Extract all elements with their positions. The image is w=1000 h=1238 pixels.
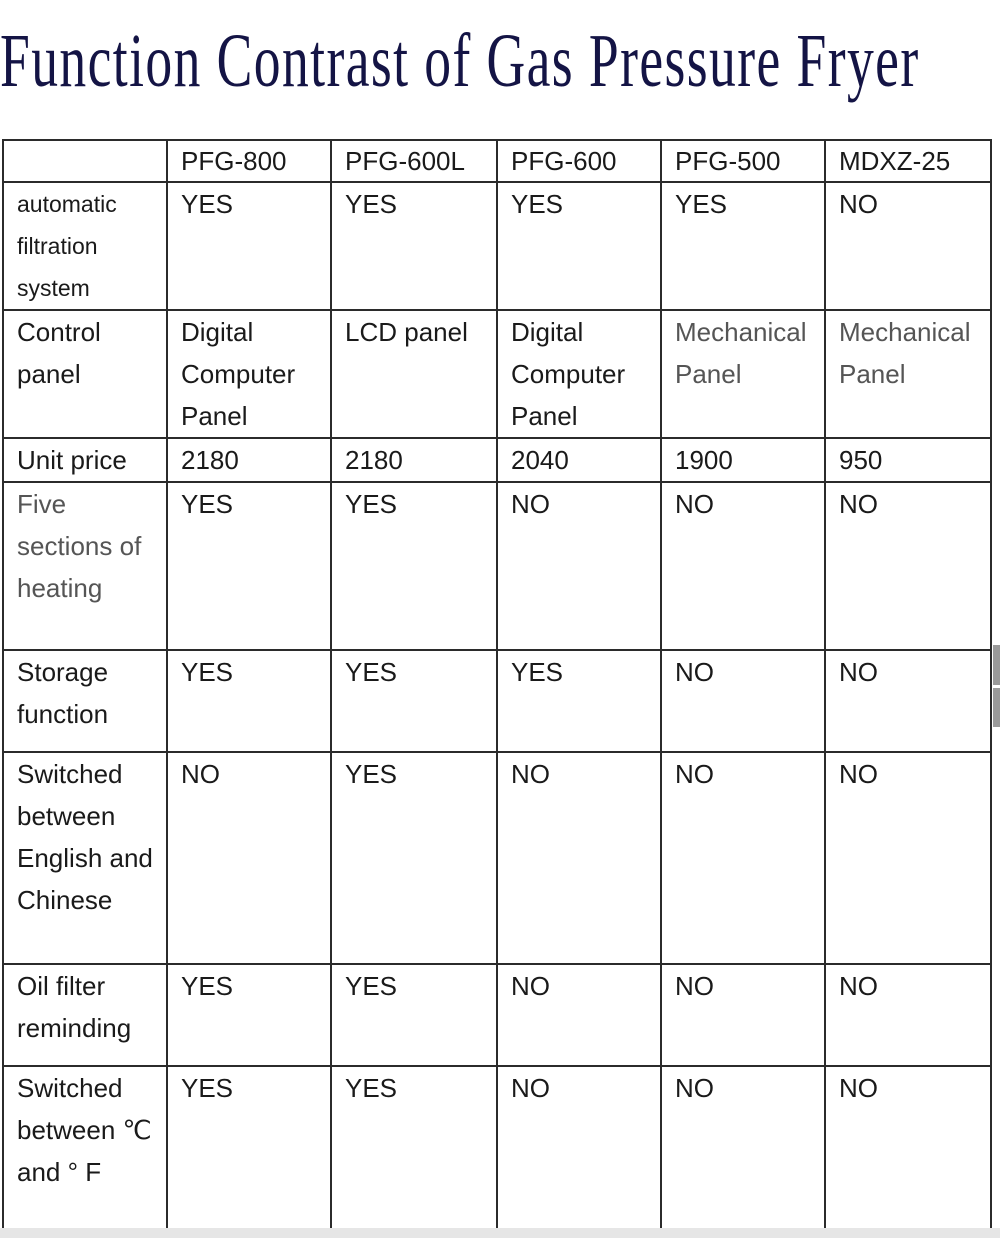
- feature-cell: Storage function: [3, 650, 167, 752]
- table-row: [3, 438, 991, 482]
- page-title: Function Contrast of Gas Pressure Fryer: [0, 19, 920, 103]
- value-cell: NO: [661, 482, 825, 650]
- value-cell: NO: [825, 1066, 991, 1229]
- value-cell: NO: [167, 752, 331, 964]
- value-cell: Digital Computer Panel: [497, 310, 661, 438]
- feature-cell: Switched between English and Chinese: [3, 752, 167, 964]
- table-row: [3, 964, 991, 1066]
- feature-cell: Five sections of heating: [3, 482, 167, 650]
- value-cell: YES: [331, 752, 497, 964]
- feature-cell: Switched between ℃ and ° F: [3, 1066, 167, 1229]
- value-cell: YES: [331, 182, 497, 310]
- value-cell: Mechanical Panel: [825, 310, 991, 438]
- table-row: [3, 182, 991, 310]
- value-cell: YES: [331, 1066, 497, 1229]
- value-cell: NO: [661, 1066, 825, 1229]
- value-cell: NO: [825, 650, 991, 752]
- value-cell: NO: [497, 752, 661, 964]
- feature-cell: Control panel: [3, 310, 167, 438]
- column-header: PFG-600L: [331, 140, 497, 182]
- value-cell: LCD panel: [331, 310, 497, 438]
- value-cell: Digital Computer Panel: [167, 310, 331, 438]
- value-cell: NO: [661, 650, 825, 752]
- table-row: [3, 650, 991, 752]
- value-cell: YES: [167, 650, 331, 752]
- value-cell: YES: [167, 182, 331, 310]
- column-header: PFG-600: [497, 140, 661, 182]
- value-cell: YES: [167, 482, 331, 650]
- feature-cell: automatic filtration system: [3, 182, 167, 310]
- value-cell: YES: [497, 182, 661, 310]
- value-cell: NO: [661, 964, 825, 1066]
- header-corner-cell: [3, 140, 167, 182]
- feature-cell: Unit price: [3, 438, 167, 482]
- side-edge-tab: [993, 645, 1000, 727]
- feature-cell: Oil filter reminding: [3, 964, 167, 1066]
- value-cell: 2180: [331, 438, 497, 482]
- value-cell: NO: [825, 482, 991, 650]
- value-cell: YES: [167, 964, 331, 1066]
- value-cell: YES: [167, 1066, 331, 1229]
- bottom-scroll-strip: [0, 1228, 1000, 1238]
- table-row: [3, 752, 991, 964]
- column-header: MDXZ-25: [825, 140, 991, 182]
- value-cell: YES: [331, 482, 497, 650]
- table-row: [3, 310, 991, 438]
- value-cell: NO: [497, 482, 661, 650]
- value-cell: NO: [497, 964, 661, 1066]
- table-header-row: [3, 140, 991, 182]
- value-cell: NO: [825, 182, 991, 310]
- value-cell: YES: [331, 964, 497, 1066]
- value-cell: NO: [497, 1066, 661, 1229]
- value-cell: 2180: [167, 438, 331, 482]
- value-cell: 950: [825, 438, 991, 482]
- value-cell: YES: [497, 650, 661, 752]
- value-cell: NO: [661, 752, 825, 964]
- comparison-table: [2, 139, 992, 1229]
- value-cell: YES: [331, 650, 497, 752]
- table-row: [3, 482, 991, 650]
- value-cell: NO: [825, 964, 991, 1066]
- column-header: PFG-500: [661, 140, 825, 182]
- value-cell: 2040: [497, 438, 661, 482]
- table-row: [3, 1066, 991, 1229]
- column-header: PFG-800: [167, 140, 331, 182]
- value-cell: 1900: [661, 438, 825, 482]
- value-cell: Mechanical Panel: [661, 310, 825, 438]
- value-cell: YES: [661, 182, 825, 310]
- value-cell: NO: [825, 752, 991, 964]
